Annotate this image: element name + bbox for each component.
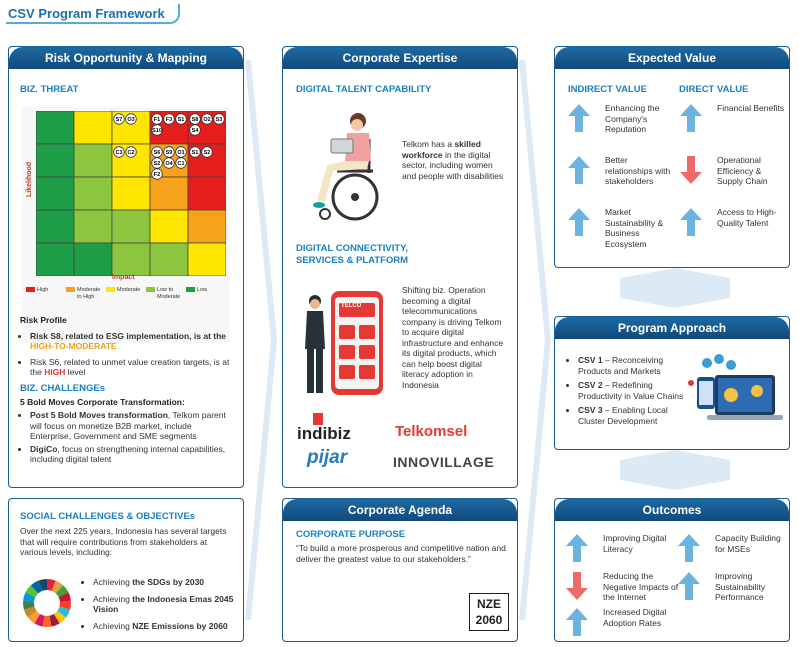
svg-text:F2: F2 [153, 172, 161, 179]
biz-challenges-title: BIZ. CHALLENGEs [20, 382, 105, 394]
approach-panel-header: Program Approach [555, 317, 789, 339]
pijar-logo: pijar [307, 447, 348, 468]
indirect-value-title: INDIRECT VALUE [568, 84, 647, 95]
legend-item: Low to Moderate [146, 287, 186, 300]
heatmap-cell [36, 144, 74, 177]
risk-marker [176, 147, 187, 158]
heatmap-cell [150, 177, 188, 210]
social-panel [8, 498, 244, 642]
arrow-down-icon [679, 155, 703, 185]
risk-profile-title: Risk Profile [20, 315, 67, 325]
arrow-up-icon [677, 533, 701, 563]
risk-marker [152, 114, 163, 125]
svg-text:S3: S3 [215, 117, 223, 124]
risk-panel-header: Risk Opportunity & Mapping [9, 47, 243, 69]
value-item-label: Reducing the Negative Impacts of the Internet [603, 571, 679, 602]
svg-text:S2: S2 [153, 161, 161, 168]
heatmap-cell [112, 210, 150, 243]
heatmap-grid [36, 111, 226, 276]
risk-marker [164, 114, 175, 125]
risk-marker [126, 147, 137, 158]
social-title: SOCIAL CHALLENGES & OBJECTIVEs [20, 511, 196, 522]
social-desc: Over the next 225 years, Indonesia has several targets that will require contributions from stakeholders at various levels, including: [20, 526, 227, 557]
svg-text:F3: F3 [165, 117, 173, 124]
approach-item-csv3: • CSV 3 – Enabling Local Cluster Development [578, 405, 696, 426]
column-connector-left [244, 60, 280, 620]
value-item-label: Market Sustainability & Business Ecosystem [605, 207, 664, 249]
approach-item-csv1: • CSV 1 – Reconceiving Products and Markets [578, 355, 696, 376]
expected-panel-header: Expected Value [555, 47, 789, 69]
arrow-down-icon [565, 571, 589, 601]
risk-marker [152, 147, 163, 158]
value-item-label: Improving Digital Literacy [603, 533, 667, 554]
agenda-panel-header: Corporate Agenda [283, 499, 517, 521]
arrow-up-icon [679, 207, 703, 237]
heatmap-cell [112, 177, 150, 210]
risk-marker [190, 125, 201, 136]
talent-title: DIGITAL TALENT CAPABILITY [296, 84, 432, 95]
expertise-panel [282, 46, 518, 488]
svg-text:F1: F1 [153, 117, 161, 124]
risk-marker [202, 114, 213, 125]
challenge-post5: • Post 5 Bold Moves transformation, Telkom parent will focus on monetize B2B market, include Enterprise, Government and SME segments [30, 410, 234, 442]
impact-axis-label: Impact [112, 274, 135, 281]
devices-illustration [687, 353, 785, 427]
heatmap-cell [74, 177, 112, 210]
heatmap-legend [26, 287, 230, 305]
sdg-wheel-icon [21, 577, 73, 629]
risk-marker [176, 114, 187, 125]
expertise-panel-header: Corporate Expertise [283, 47, 517, 69]
value-item-label: Access to High-Quality Talent [717, 207, 777, 228]
risk-marker [126, 114, 137, 125]
risk-marker [190, 147, 201, 158]
heatmap-box [22, 107, 230, 343]
approach-panel [554, 316, 790, 450]
social-item-sdgs: • Achieving the SDGs by 2030 [93, 577, 244, 588]
heatmap-cell [36, 210, 74, 243]
heatmap-cell [188, 177, 226, 210]
heatmap-cell [74, 111, 112, 144]
chevron-down-icon [620, 268, 730, 308]
indibiz-logo: indibiz [297, 424, 351, 443]
value-item-label: Financial Benefits [717, 103, 785, 113]
outcomes-panel-header: Outcomes [555, 499, 789, 521]
arrow-up-icon [679, 103, 703, 133]
legend-item: High [26, 287, 66, 294]
risk-profile-item-s8: • Risk S8, related to ESG implementation, is at the HIGH-TO-MODERATE [30, 331, 234, 352]
risk-panel [8, 46, 244, 488]
svg-text:S2: S2 [203, 150, 211, 157]
arrow-up-icon [565, 533, 589, 563]
social-item-nze: • Achieving NZE Emissions by 2060 [93, 621, 244, 632]
nze-2060-badge: NZE 2060 [469, 593, 509, 631]
page-title: CSV Program Framework [8, 6, 165, 21]
heatmap-cell [112, 243, 150, 276]
legend-item: Moderate [106, 287, 146, 294]
phone-label: TELCO [341, 303, 362, 309]
arrow-up-icon [677, 571, 701, 601]
svg-text:C3: C3 [115, 150, 123, 157]
svg-text:C1: C1 [177, 161, 185, 168]
svg-text:S9: S9 [165, 150, 173, 157]
svg-text:S1: S1 [177, 117, 185, 124]
agenda-panel [282, 498, 518, 642]
risk-marker [152, 169, 163, 180]
svg-text:S10: S10 [152, 128, 162, 135]
talent-desc: Telkom has a skilled workforce in the digital sector, including women and people with disabilities [402, 139, 504, 181]
heatmap-cell [36, 177, 74, 210]
value-item-label: Improving Sustainability Performance [715, 571, 766, 602]
heatmap-cell [74, 210, 112, 243]
svg-text:S6: S6 [153, 150, 161, 157]
arrow-up-icon [565, 607, 589, 637]
bold-moves-title: 5 Bold Moves Corporate Transformation: [20, 396, 185, 407]
svg-text:O1: O1 [177, 150, 185, 157]
svg-text:O4: O4 [165, 161, 173, 168]
risk-marker [114, 114, 125, 125]
risk-marker [114, 147, 125, 158]
svg-text:S4: S4 [191, 128, 199, 135]
expected-panel [554, 46, 790, 268]
risk-profile-item-s6: • Risk S6, related to unmet value creation targets, is at the HIGH level [30, 357, 234, 378]
risk-marker [164, 147, 175, 158]
purpose-title: CORPORATE PURPOSE [296, 529, 406, 540]
connectivity-desc: Shifting biz. Operation becoming a digital telecommunications company is driving Telkom to acquire digital infrastructure and enhance its digital products, which can help boost digital literacy adoption in Indonesia [402, 285, 504, 390]
svg-text:S7: S7 [115, 117, 123, 124]
direct-value-title: DIRECT VALUE [679, 84, 749, 95]
likelihood-axis-label: Likelihood [26, 162, 33, 197]
purpose-text: “To build a more prosperous and competitive nation and deliver the greatest value to our stakeholders.” [296, 543, 506, 564]
chevron-down-icon-2 [620, 450, 730, 490]
risk-marker [202, 147, 213, 158]
heatmap-cell [74, 144, 112, 177]
challenge-digico: • DigiCo, focus on strengthening internal capabilities, including digital talent [30, 444, 234, 465]
heatmap-cell [188, 210, 226, 243]
legend-item: Low [186, 287, 226, 294]
value-item-label: Capacity Building for MSEs [715, 533, 781, 554]
risk-marker [190, 114, 201, 125]
value-item-label: Operational Efficiency & Supply Chain [717, 155, 768, 186]
approach-item-csv2: • CSV 2 – Redefining Productivity in Value Chains [578, 380, 696, 401]
outcomes-panel [554, 498, 790, 642]
svg-text:C2: C2 [127, 150, 135, 157]
svg-text:O2: O2 [203, 117, 211, 124]
wheelchair-woman-illustration [303, 109, 393, 221]
innovillage-logo: INNOVILLAGE [393, 454, 495, 470]
heatmap-cell [36, 111, 74, 144]
value-item-label: Increased Digital Adoption Rates [603, 607, 667, 628]
risk-marker [214, 114, 225, 125]
arrow-up-icon [567, 207, 591, 237]
svg-text:S8: S8 [191, 117, 199, 124]
social-item-emas: • Achieving the Indonesia Emas 2045 Vision [93, 594, 244, 615]
legend-item: Moderate to High [66, 287, 106, 300]
telkomsel-logo: Telkomsel [395, 423, 468, 440]
svg-text:O3: O3 [127, 117, 135, 124]
risk-marker [152, 158, 163, 169]
heatmap-cell [36, 243, 74, 276]
risk-marker [176, 158, 187, 169]
heatmap-cell [74, 243, 112, 276]
arrow-up-icon [567, 155, 591, 185]
risk-marker [164, 158, 175, 169]
connectivity-title: DIGITAL CONNECTIVITY, SERVICES & PLATFORM [296, 243, 409, 266]
biz-threat-title: BIZ. THREAT [20, 84, 79, 95]
risk-marker [152, 125, 163, 136]
column-connector-right [518, 60, 554, 620]
heatmap-cell [188, 243, 226, 276]
heatmap-cell [150, 243, 188, 276]
value-item-label: Enhancing the Company's Reputation [605, 103, 660, 134]
value-item-label: Better relationships with stakeholders [605, 155, 671, 186]
arrow-up-icon [567, 103, 591, 133]
svg-text:S1: S1 [191, 150, 199, 157]
heatmap-cell [150, 210, 188, 243]
